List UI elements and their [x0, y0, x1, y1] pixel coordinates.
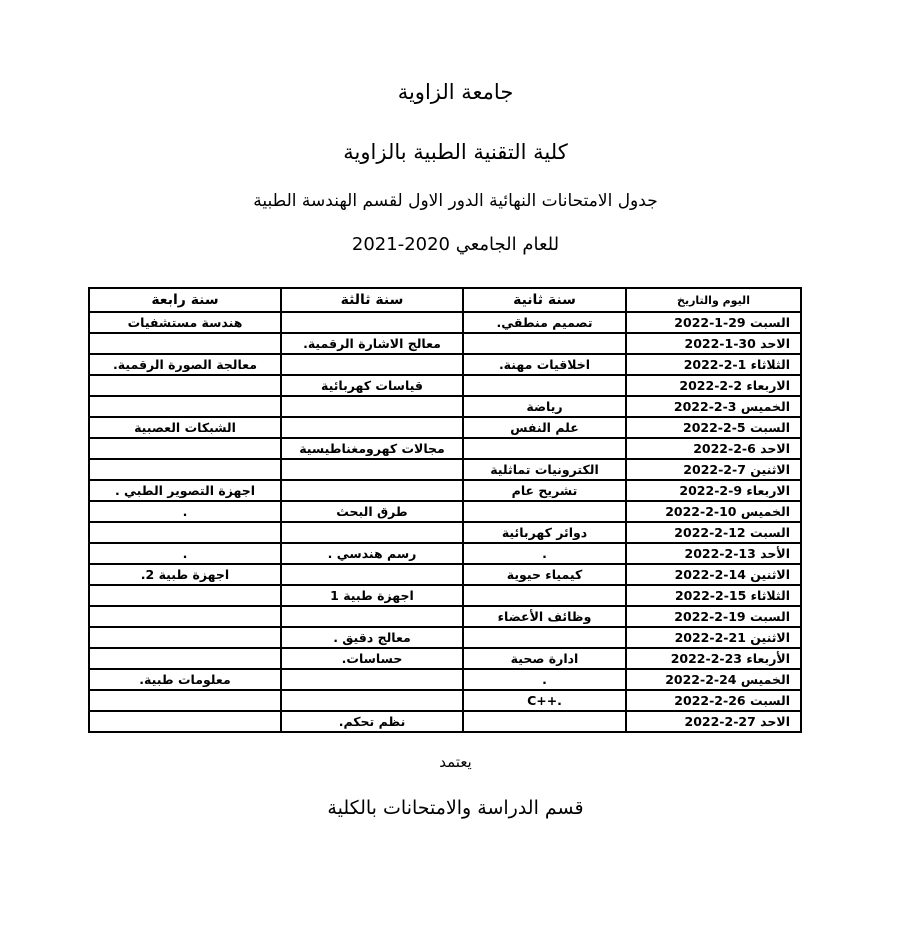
- subject-cell-year4: اجهزة طبية 2.: [89, 564, 281, 585]
- table-row: [89, 606, 801, 627]
- date-cell: السبت 26-2-2022: [626, 690, 801, 711]
- subject-cell-year4: [89, 459, 281, 480]
- date-cell: الخميس 3-2-2022: [626, 396, 801, 417]
- subject-cell-year2: علم النفس: [463, 417, 626, 438]
- subject-cell-year4: [89, 396, 281, 417]
- subject-cell-year3: [281, 459, 463, 480]
- table-row: [89, 564, 801, 585]
- subject-cell-year2: تصميم منطقي.: [463, 312, 626, 333]
- subject-cell-year2: [463, 711, 626, 732]
- subject-cell-year2: ادارة صحية: [463, 648, 626, 669]
- subject-cell-year3: حساسات.: [281, 648, 463, 669]
- table-row: [89, 711, 801, 732]
- subject-cell-year2: [463, 375, 626, 396]
- subject-cell-year3: رسم هندسي .: [281, 543, 463, 564]
- table-row: [89, 501, 801, 522]
- subject-cell-year3: [281, 312, 463, 333]
- subject-cell-year2: اخلاقيات مهنة.: [463, 354, 626, 375]
- date-cell: السبت 12-2-2022: [626, 522, 801, 543]
- date-cell: الاحد 27-2-2022: [626, 711, 801, 732]
- subject-cell-year3: [281, 417, 463, 438]
- table-row: [89, 627, 801, 648]
- date-cell: الاثنين 7-2-2022: [626, 459, 801, 480]
- date-cell: الاربعاء 2-2-2022: [626, 375, 801, 396]
- date-cell: الخميس 24-2-2022: [626, 669, 801, 690]
- table-row: [89, 480, 801, 501]
- date-cell: السبت 19-2-2022: [626, 606, 801, 627]
- subject-cell-year4: [89, 438, 281, 459]
- subject-cell-year4: [89, 711, 281, 732]
- subject-cell-year2: دوائر كهربائية: [463, 522, 626, 543]
- subject-cell-year3: [281, 396, 463, 417]
- table-row: [89, 438, 801, 459]
- subject-cell-year2: رياضة: [463, 396, 626, 417]
- subject-cell-year2: الكترونيات تماثلية: [463, 459, 626, 480]
- date-cell: الثلاثاء 1-2-2022: [626, 354, 801, 375]
- subject-cell-year2: .: [463, 669, 626, 690]
- table-row: [89, 396, 801, 417]
- subject-cell-year3: [281, 690, 463, 711]
- subject-cell-year2: [463, 333, 626, 354]
- subject-cell-year4: [89, 606, 281, 627]
- date-header-cell: اليوم والتاريخ: [626, 288, 801, 312]
- subject-cell-year4: [89, 333, 281, 354]
- subject-cell-year3: [281, 606, 463, 627]
- subject-cell-year3: [281, 354, 463, 375]
- subject-cell-year4: [89, 375, 281, 396]
- schedule-title: جدول الامتحانات النهائية الدور الاول لقسم الهندسة الطبية: [253, 191, 658, 211]
- subject-cell-year4: .: [89, 543, 281, 564]
- subject-cell-year3: معالج دقيق .: [281, 627, 463, 648]
- subject-cell-year3: [281, 564, 463, 585]
- subject-cell-year2: .: [463, 543, 626, 564]
- date-cell: السبت 29-1-2022: [626, 312, 801, 333]
- subject-cell-year4: هندسة مستشفيات: [89, 312, 281, 333]
- table-row: [89, 417, 801, 438]
- subject-cell-year3: [281, 522, 463, 543]
- subject-cell-year4: [89, 690, 281, 711]
- year2-header-cell: سنة ثانية: [463, 288, 626, 312]
- subject-cell-year4: .: [89, 501, 281, 522]
- subject-cell-year3: اجهزة طبية 1: [281, 585, 463, 606]
- subject-cell-year2: [463, 627, 626, 648]
- subject-cell-year2: وظائف الأعضاء: [463, 606, 626, 627]
- table-row: [89, 312, 801, 333]
- subject-cell-year4: اجهزة التصوير الطبي .: [89, 480, 281, 501]
- date-cell: الثلاثاء 15-2-2022: [626, 585, 801, 606]
- subject-cell-year4: معالجة الصورة الرقمية.: [89, 354, 281, 375]
- table-row: [89, 690, 801, 711]
- subject-cell-year4: [89, 648, 281, 669]
- subject-cell-year4: الشبكات العصبية: [89, 417, 281, 438]
- date-cell: الاثنين 14-2-2022: [626, 564, 801, 585]
- table-row: [89, 543, 801, 564]
- date-cell: السبت 5-2-2022: [626, 417, 801, 438]
- table-row: [89, 648, 801, 669]
- subject-cell-year4: معلومات طبية.: [89, 669, 281, 690]
- subject-cell-year3: نظم تحكم.: [281, 711, 463, 732]
- date-cell: الاثنين 21-2-2022: [626, 627, 801, 648]
- exam-schedule-table: [88, 287, 802, 733]
- table-row: [89, 459, 801, 480]
- department-label: قسم الدراسة والامتحانات بالكلية: [327, 797, 584, 819]
- date-cell: الاحد 30-1-2022: [626, 333, 801, 354]
- academic-year-title: للعام الجامعي 2020-2021: [351, 234, 560, 255]
- subject-cell-year3: [281, 480, 463, 501]
- table-header-row: [89, 288, 801, 312]
- subject-cell-year2: [463, 501, 626, 522]
- table-row: [89, 333, 801, 354]
- table-row: [89, 375, 801, 396]
- subject-cell-year2: C++.‎: [463, 690, 626, 711]
- table-row: [89, 522, 801, 543]
- subject-cell-year3: مجالات كهرومغناطيسية: [281, 438, 463, 459]
- subject-cell-year4: [89, 627, 281, 648]
- university-title: جامعة الزاوية: [397, 80, 514, 104]
- approval-label: يعتمد: [439, 753, 472, 771]
- date-cell: الأحد 13-2-2022: [626, 543, 801, 564]
- table-row: [89, 669, 801, 690]
- subject-cell-year2: كيمياء حيوية: [463, 564, 626, 585]
- subject-cell-year3: طرق البحث: [281, 501, 463, 522]
- subject-cell-year3: معالج الاشارة الرقمية.: [281, 333, 463, 354]
- date-cell: الاربعاء 9-2-2022: [626, 480, 801, 501]
- subject-cell-year4: [89, 522, 281, 543]
- date-cell: الأربعاء 23-2-2022: [626, 648, 801, 669]
- college-title: كلية التقنية الطبية بالزاوية: [343, 140, 568, 164]
- subject-cell-year3: [281, 669, 463, 690]
- table-row: [89, 354, 801, 375]
- date-cell: الخميس 10-2-2022: [626, 501, 801, 522]
- year3-header-cell: سنة ثالثة: [281, 288, 463, 312]
- subject-cell-year2: تشريح عام: [463, 480, 626, 501]
- subject-cell-year3: قياسات كهربائية: [281, 375, 463, 396]
- subject-cell-year2: [463, 585, 626, 606]
- date-cell: الاحد 6-2-2022: [626, 438, 801, 459]
- subject-cell-year4: [89, 585, 281, 606]
- subject-cell-year2: [463, 438, 626, 459]
- table-row: [89, 585, 801, 606]
- year4-header-cell: سنة رابعة: [89, 288, 281, 312]
